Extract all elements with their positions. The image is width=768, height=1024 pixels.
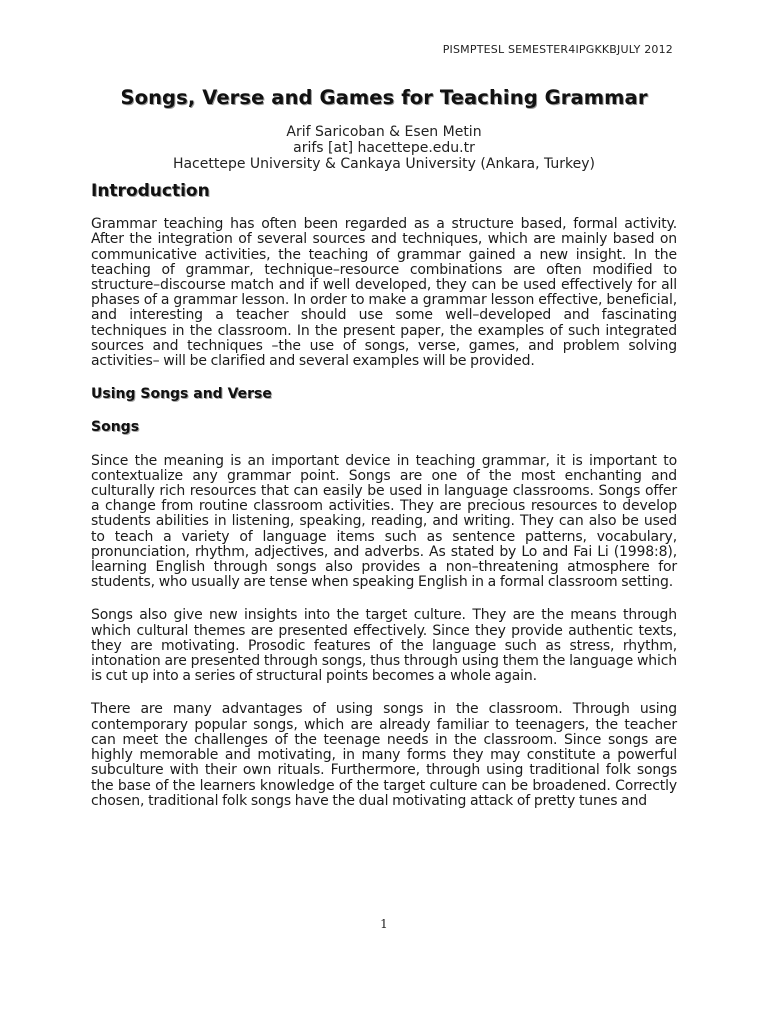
running-header: PISMPTESL SEMESTER4IPGKKBJULY 2012 bbox=[442, 43, 673, 56]
author-names: Arif Saricoban & Esen Metin bbox=[286, 124, 482, 140]
paragraph-introduction: Grammar teaching has often been regarded as a structure based, formal activity. After the integration of several sources and techniques, which are mainly based on communicative activities, the teaching of grammar gained a new insight. In the teaching of grammar, technique–resource combinations are often modified to structure–discourse match and if well developed, they can be used effectively for all phases of a grammar lesson. In order to make a grammar lesson effective, beneficial, and interesting a teacher should use some well–developed and fascinating techniques in the classroom. In the present paper, the examples of such integrated sources and techniques –the use of songs, verse, games, and problem solving activities– will be clarified and several examples will be provided. bbox=[91, 216, 677, 370]
author-block bbox=[0, 124, 768, 172]
paragraph-songs-3: There are many advantages of using songs in the classroom. Through using contemporary popular songs, which are already familiar to teenagers, the teacher can meet the challenges of the teenage needs in the classroom. Since songs are highly memorable and motivating, in many forms they may constitute a powerful subculture with their own rituals. Furthermore, through using traditional folk songs the base of the learners knowledge of the target culture can be broadened. Correctly chosen, traditional folk songs have the dual motivating attack of pretty tunes and bbox=[91, 701, 677, 809]
author-affiliation: Hacettepe University & Cankaya University (Ankara, Turkey) bbox=[172, 156, 596, 172]
document-title: Songs, Verse and Games for Teaching Grammar bbox=[120, 86, 648, 109]
heading-using-songs-and-verse: Using Songs and Verse bbox=[91, 386, 272, 403]
document-body bbox=[91, 181, 677, 827]
author-email: arifs [at] hacettepe.edu.tr bbox=[293, 140, 475, 156]
heading-introduction: Introduction bbox=[91, 181, 210, 201]
page-number: 1 bbox=[380, 917, 388, 931]
heading-songs: Songs bbox=[91, 419, 140, 436]
paragraph-songs-1: Since the meaning is an important device in teaching grammar, it is important to contextualize any grammar point. Songs are one of the most enchanting and culturally rich resources that can easily be used in language classrooms. Songs offer a change from routine classroom activities. They are precious resources to develop students abilities in listening, speaking, reading, and writing. They can also be used to teach a variety of language items such as sentence patterns, vocabulary, pronunciation, rhythm, adjectives, and adverbs. As stated by Lo and Fai Li (1998:8), learning English through songs also provides a non–threatening atmosphere for students, who usually are tense when speaking English in a formal classroom setting. bbox=[91, 452, 677, 591]
paragraph-songs-2: Songs also give new insights into the target culture. They are the means through which cultural themes are presented effectively. Since they provide authentic texts, they are motivating. Prosodic features of the language such as stress, rhythm, intonation are presented through songs, thus through using them the language which is cut up into a series of structural points becomes a whole again. bbox=[91, 607, 677, 685]
